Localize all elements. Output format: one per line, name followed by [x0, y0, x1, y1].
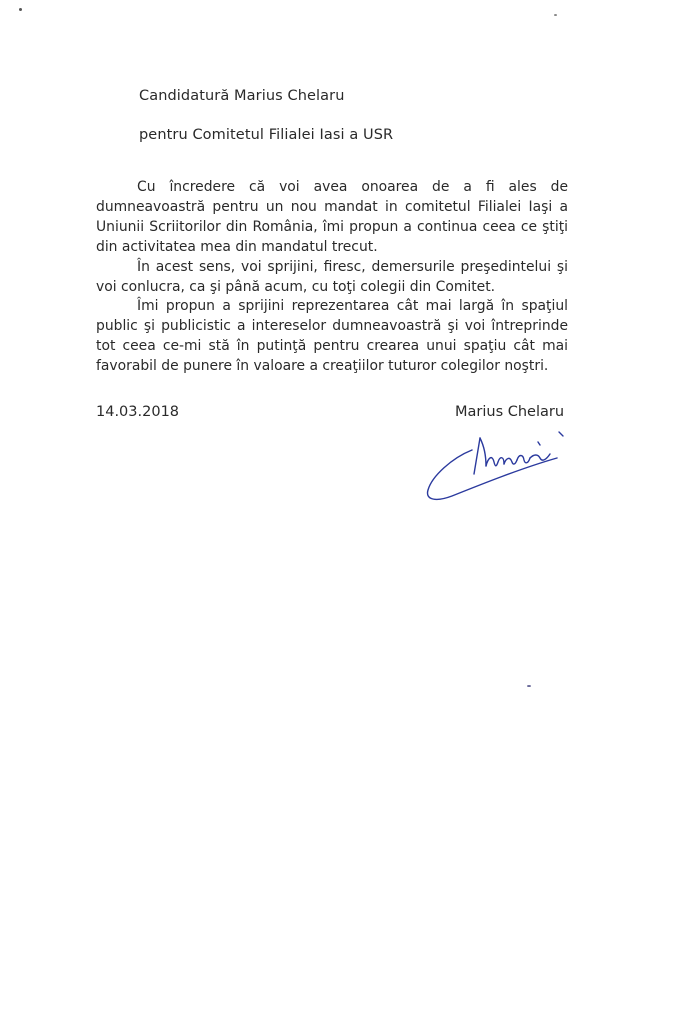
scan-speck [19, 8, 22, 11]
candidacy-subtitle: pentru Comitetul Filialei Iasi a USR [139, 127, 394, 143]
body-paragraph-1: Cu încredere că voi avea onoarea de a fi ales de dumneavoastră pentru un nou mandat in comitetul Filialei Iaşi a Uniunii Scriitorilor din România, îmi propun a continua ceea ce ştiţi din activitatea mea din mandatul trecut. [96, 179, 568, 255]
candidacy-title: Candidatură Marius Chelaru [139, 88, 345, 104]
body-paragraph-3: Îmi propun a sprijini reprezentarea cât mai largă în spaţiul public şi publicistic a intereselor dumneavoastră şi voi întreprinde tot ceea ce-mi stă în putinţă pentru crearea unui spaţiu cât mai favorabil de punere în valoare a creaţiilor tuturor colegilor noştri. [96, 298, 568, 375]
scan-speck [527, 685, 531, 687]
body-paragraph-2: În acest sens, voi sprijini, firesc, demersurile preşedintelui şi voi conlucra, ca şi până acum, cu toţi colegii din Comitet. [96, 258, 568, 295]
handwritten-signature [422, 428, 572, 510]
letter-date: 14.03.2018 [96, 404, 180, 420]
scan-speck [554, 14, 557, 16]
letter-body [96, 178, 568, 377]
signatory-name: Marius Chelaru [455, 404, 565, 420]
